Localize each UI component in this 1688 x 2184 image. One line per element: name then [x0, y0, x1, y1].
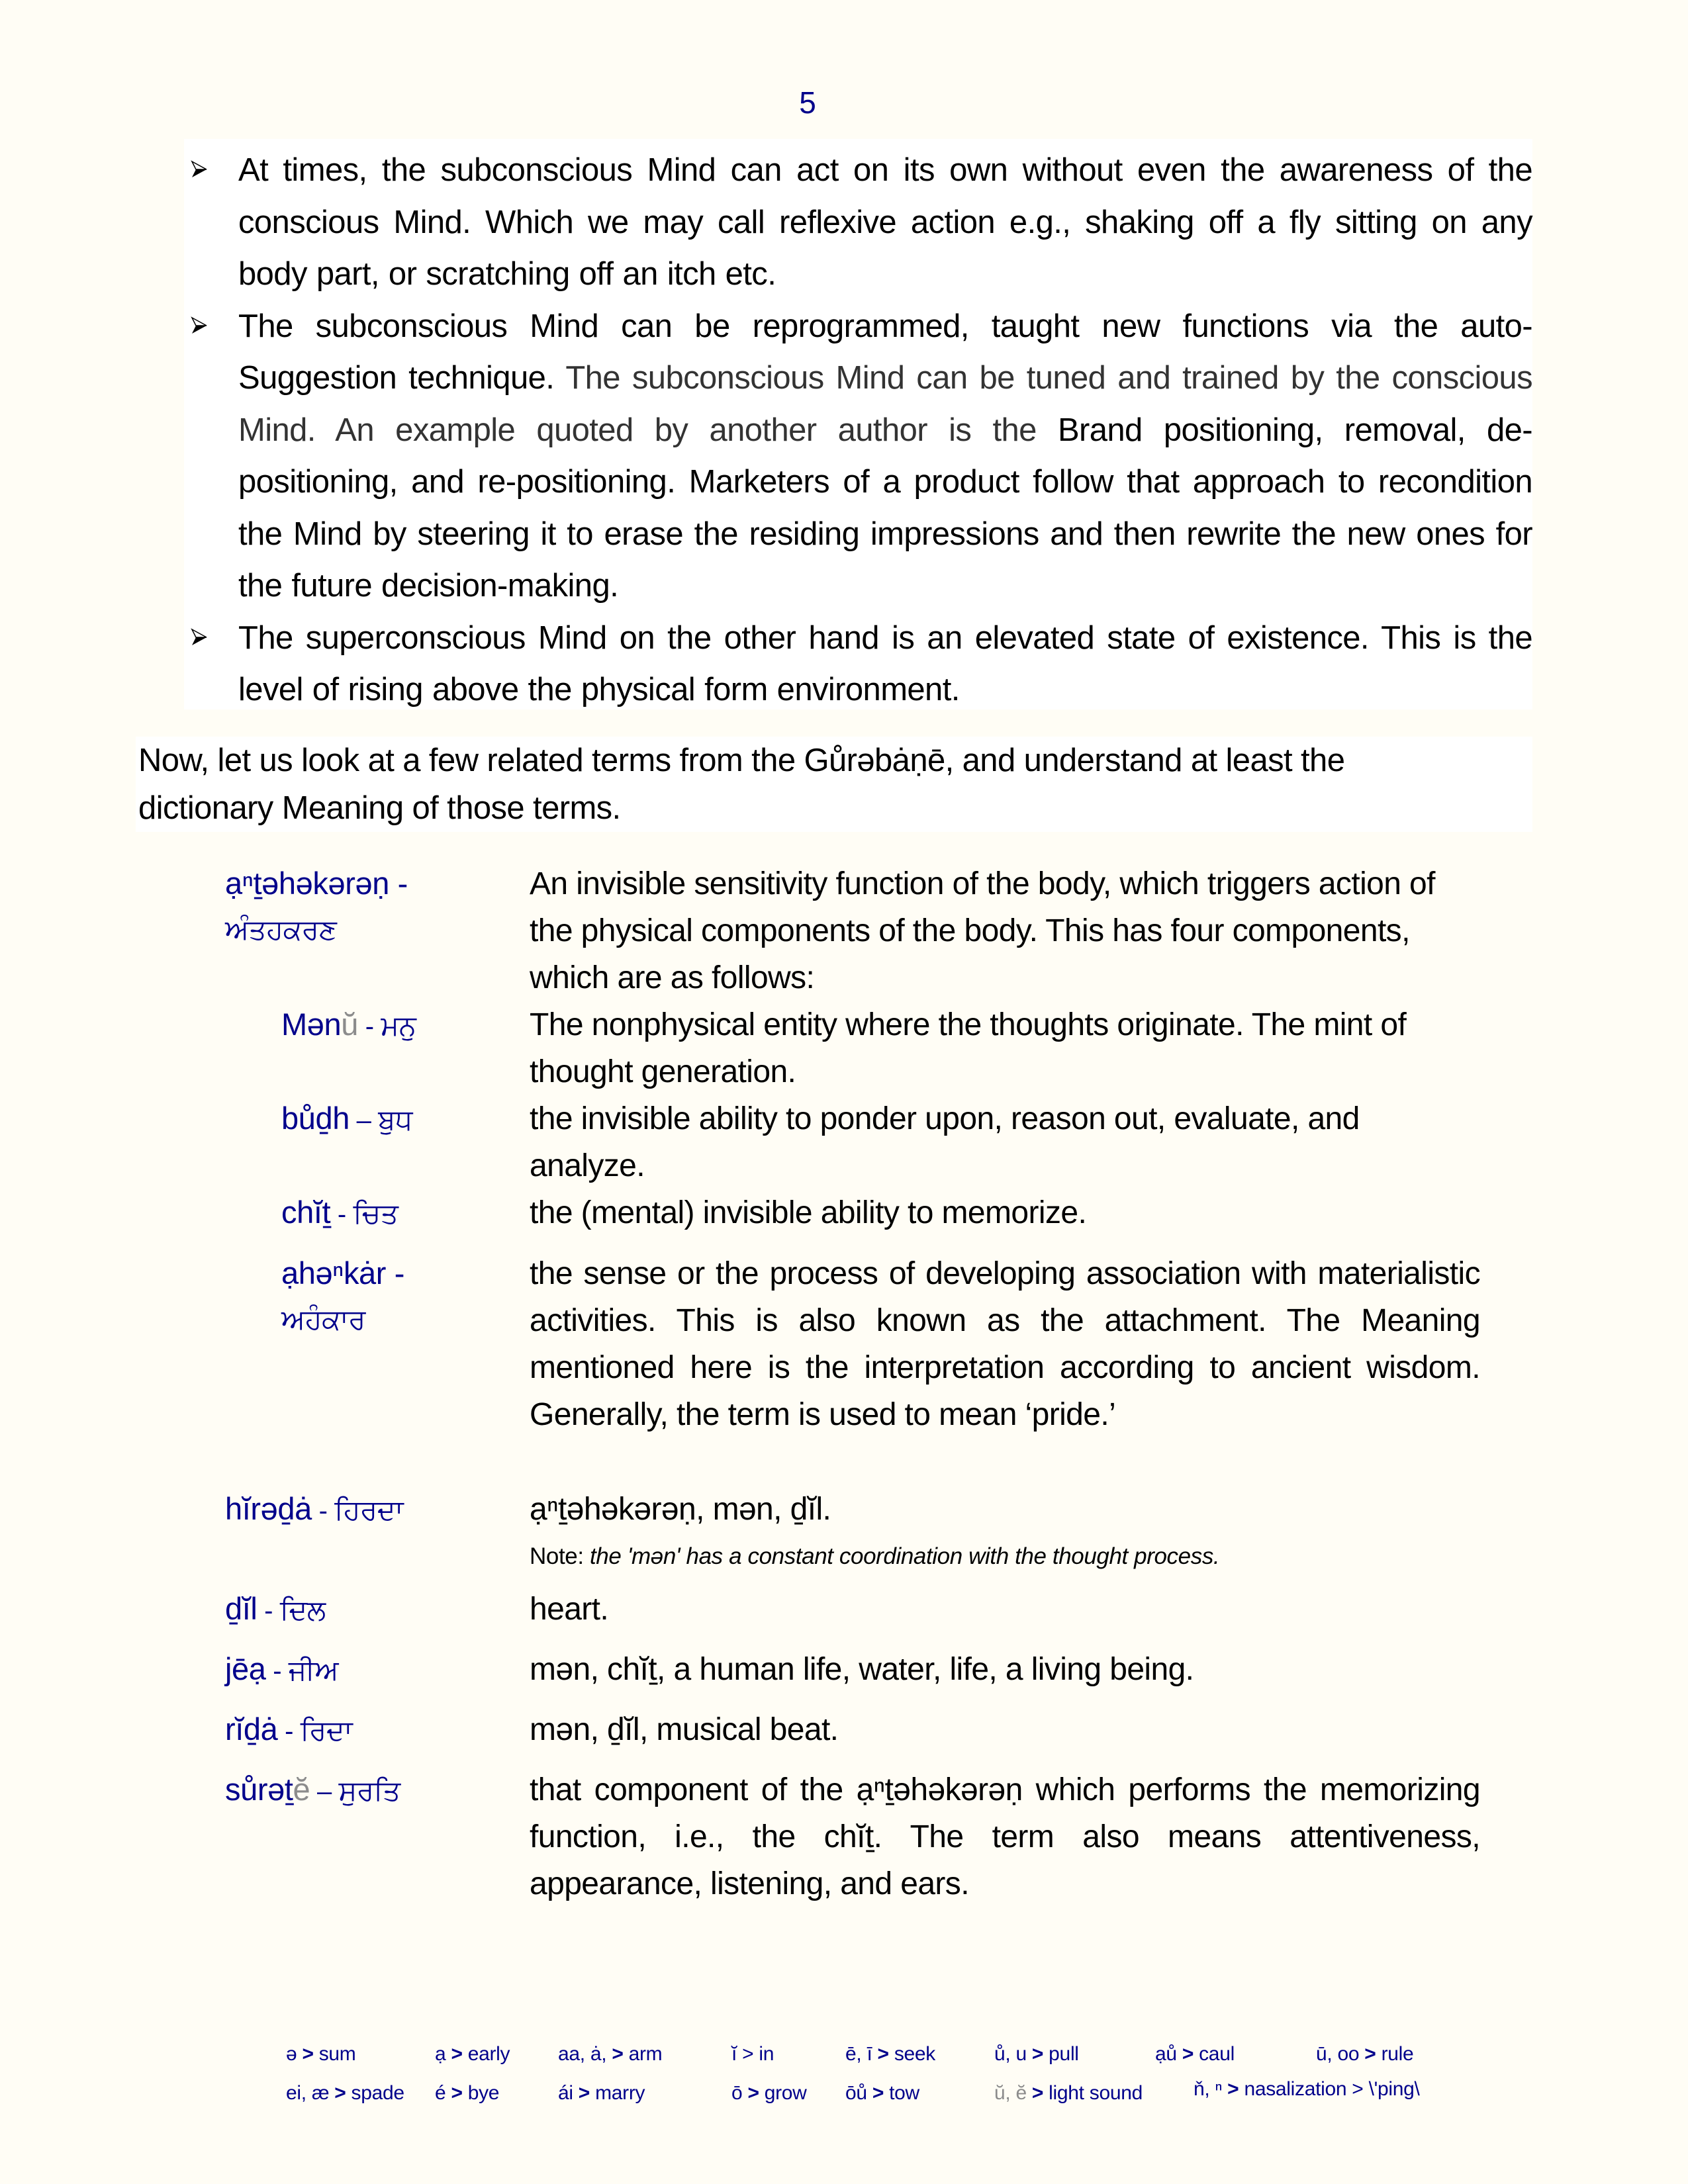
term-gurmukhi: ਸੁਰਤਿ	[338, 1775, 400, 1806]
key-symbol: ə	[286, 2043, 297, 2065]
intro-box	[136, 737, 1532, 832]
key-symbol: ē, ī	[845, 2043, 872, 2065]
glossary-definition: ạⁿṯəhəkərəṇ, mən, ḏĭl.	[530, 1492, 831, 1527]
key-symbol: ạů	[1155, 2043, 1177, 2065]
term-roman: bůḏh	[281, 1101, 350, 1136]
term-roman: Mən	[281, 1007, 342, 1042]
key-entry	[1155, 2043, 1235, 2066]
key-symbol: ōů	[845, 2082, 867, 2104]
key-symbol: ň, ⁿ	[1194, 2078, 1223, 2100]
term-separator: -	[265, 1657, 289, 1686]
key-symbol: ạ	[435, 2043, 446, 2065]
glossary-definition: the invisible ability to ponder upon, reason out, evaluate, and analyze.	[530, 1101, 1360, 1183]
key-symbol: ů, u	[994, 2043, 1027, 2065]
key-entry	[994, 2043, 1079, 2066]
key-sound: pull	[1049, 2043, 1079, 2065]
key-arrow: >	[742, 2043, 754, 2065]
glossary-note	[530, 1540, 1480, 1573]
bullet-text: The superconscious Mind on the other hand is an elevated state of existence. This is the level of rising above the physical form environment.	[238, 619, 1532, 707]
key-symbol: ái	[558, 2082, 573, 2104]
key-symbol: ŭ, ĕ	[994, 2082, 1027, 2104]
key-symbol: é	[435, 2082, 446, 2104]
key-arrow: >	[302, 2043, 314, 2065]
key-sound: caul	[1199, 2043, 1235, 2065]
glossary-term	[225, 1766, 400, 1815]
key-sound: sum	[318, 2043, 356, 2065]
key-sound: early	[467, 2043, 510, 2065]
term-gurmukhi: ਦਿਲ	[279, 1594, 326, 1625]
bullet-list	[184, 144, 1532, 716]
key-entry	[435, 2082, 499, 2105]
key-arrow: >	[872, 2082, 884, 2104]
term-roman-light-sound: ĕ	[293, 1772, 310, 1807]
term-gurmukhi: ਰਿਦਾ	[300, 1715, 353, 1746]
key-symbol: ū, oo	[1316, 2043, 1360, 2065]
arrowhead-bullet-icon	[191, 316, 208, 335]
key-arrow: >	[334, 2082, 346, 2104]
key-arrow: >	[1031, 2082, 1044, 2104]
intro-line: Now, let us look at a few related terms from the Gůrəbȧṇē, and understand at least the	[138, 743, 1345, 778]
term-gurmukhi: ਅਹੰਕਾਰ	[281, 1304, 366, 1335]
key-sound: seek	[894, 2043, 935, 2065]
bullet-item-reflexive-action	[184, 144, 1532, 300]
bullet-points-box	[184, 139, 1532, 709]
bullet-text: At times, the subconscious Mind can act on its own without even the awareness of the conscious Mind. Which we may call reflexive action e.g., shaking off a fly sitting on any body part, or scratching off an itch etc.	[238, 152, 1532, 292]
bullet-text-part: Brand positioning, removal, de-positioning, and re-positioning. Marketers of a product follow that approach to recondition the Mind by steering it to erase the residing impressions and then rewrite the new ones for the future decision-making.	[238, 412, 1532, 604]
key-entry	[845, 2043, 935, 2066]
term-roman-light-sound: ŭ	[341, 1007, 358, 1042]
term-separator: -	[277, 1717, 301, 1746]
term-roman: jēạ	[225, 1651, 266, 1686]
term-roman: hĭrəḏȧ	[225, 1491, 312, 1526]
term-roman: chĭṯ	[281, 1195, 331, 1230]
glossary-term	[225, 1706, 352, 1754]
glossary-subterm	[281, 1095, 412, 1144]
key-sound: rule	[1381, 2043, 1414, 2065]
key-entry	[1316, 2043, 1413, 2066]
key-arrow: >	[578, 2082, 590, 2104]
key-arrow: >	[1364, 2043, 1376, 2065]
key-sound: light sound	[1049, 2082, 1143, 2104]
key-arrow: >	[1227, 2078, 1239, 2100]
term-gurmukhi: ਮਨੁ	[381, 1010, 416, 1041]
key-arrow: >	[1031, 2043, 1044, 2065]
term-roman: ạhəⁿkȧr -	[281, 1255, 404, 1291]
key-arrow: >	[451, 2043, 463, 2065]
key-sound: marry	[595, 2082, 645, 2104]
key-sound: nasalization > \'ping\	[1244, 2078, 1420, 2100]
key-entry	[558, 2043, 662, 2066]
key-entry	[845, 2082, 919, 2105]
term-roman: sůrəṯ	[225, 1772, 293, 1807]
key-entry	[558, 2082, 645, 2105]
key-sound: in	[759, 2043, 774, 2065]
glossary-term	[225, 1586, 326, 1634]
arrowhead-bullet-icon	[191, 628, 208, 647]
term-separator: -	[357, 1012, 381, 1041]
bullet-text-part: The subconscious Mind can be tuned and trained by the conscious Mind. An example quoted by another author is the	[238, 360, 1532, 448]
glossary-definition: the sense or the process of developing association with materialistic activities. This is also known as the attachment. The Meaning mentioned here is the interpretation according to ancient wisdom. Generally, the term is used to mean ‘pride.’	[530, 1256, 1480, 1432]
key-sound: tow	[889, 2082, 919, 2104]
glossary-term	[225, 1486, 403, 1534]
glossary-subterm	[281, 1189, 398, 1238]
key-sound: spade	[351, 2082, 404, 2104]
key-entry	[435, 2043, 510, 2066]
bullet-item-superconscious	[184, 612, 1532, 716]
term-roman: ḏĭl	[225, 1591, 258, 1626]
key-symbol: ĭ	[731, 2043, 737, 2065]
term-separator: -	[330, 1200, 353, 1229]
key-sound: bye	[467, 2082, 500, 2104]
term-gurmukhi: ਚਿਤ	[353, 1198, 399, 1229]
key-entry	[731, 2043, 774, 2066]
key-sound: grow	[764, 2082, 807, 2104]
key-symbol: ō	[731, 2082, 743, 2104]
arrowhead-bullet-icon	[191, 160, 208, 179]
glossary-definition: heart.	[530, 1592, 609, 1627]
key-sound: arm	[628, 2043, 663, 2065]
term-gurmukhi: ਬੁਧ	[378, 1104, 413, 1135]
note-label: Note:	[530, 1543, 590, 1569]
term-gurmukhi: ਜੀਅ	[288, 1655, 339, 1686]
key-arrow: >	[451, 2082, 463, 2104]
glossary-subterm	[281, 1250, 404, 1343]
term-separator: –	[349, 1106, 379, 1135]
bullet-text-part: The subconscious Mind can be reprogrammed, taught new functions via the auto-Suggestion technique.	[238, 308, 1532, 396]
term-separator: –	[310, 1777, 339, 1806]
key-entry	[994, 2082, 1143, 2105]
term-separator: -	[311, 1496, 335, 1525]
key-arrow: >	[1182, 2043, 1194, 2065]
glossary-definition: the (mental) invisible ability to memorize.	[530, 1195, 1087, 1230]
term-gurmukhi: ਅੰਤਹਕਰਣ	[225, 914, 337, 945]
glossary-definition: mən, chĭṯ, a human life, water, life, a living being.	[530, 1652, 1194, 1687]
key-entry	[286, 2082, 404, 2105]
page-number: 5	[799, 85, 816, 120]
bullet-text	[238, 300, 1532, 612]
key-symbol: ei, æ	[286, 2082, 330, 2104]
term-separator: -	[257, 1596, 280, 1625]
key-symbol: aa, ȧ,	[558, 2043, 607, 2065]
note-text: the 'mən' has a constant coordination with the thought process.	[589, 1543, 1220, 1569]
key-entry	[731, 2082, 807, 2105]
term-roman: ạⁿṯəhəkərəṇ -	[225, 866, 408, 901]
term-roman: rĭḏȧ	[225, 1711, 278, 1747]
glossary-definition: An invisible sensitivity function of the body, which triggers action of the physical components of the body. This has four components, which are as follows:	[530, 866, 1435, 995]
glossary-definition: mən, ḏĭl, musical beat.	[530, 1712, 839, 1747]
glossary-term	[225, 860, 408, 953]
glossary-subterm	[281, 1001, 416, 1050]
key-arrow: >	[612, 2043, 624, 2065]
key-arrow: >	[747, 2082, 759, 2104]
glossary-term	[225, 1646, 338, 1694]
key-arrow: >	[877, 2043, 889, 2065]
key-entry	[1194, 2078, 1420, 2101]
glossary-definition: that component of the ạⁿṯəhəkərəṇ which performs the memorizing function, i.e., the chĭṯ. The term also means attentiveness, appearance, listening, and ears.	[530, 1772, 1480, 1901]
term-gurmukhi: ਹਿਰਦਾ	[334, 1494, 404, 1525]
key-entry	[286, 2043, 356, 2066]
glossary-definition: The nonphysical entity where the thoughts originate. The mint of thought generation.	[530, 1007, 1407, 1089]
intro-paragraph	[138, 737, 1522, 832]
intro-line: dictionary Meaning of those terms.	[138, 790, 621, 826]
bullet-item-reprogramming	[184, 300, 1532, 612]
